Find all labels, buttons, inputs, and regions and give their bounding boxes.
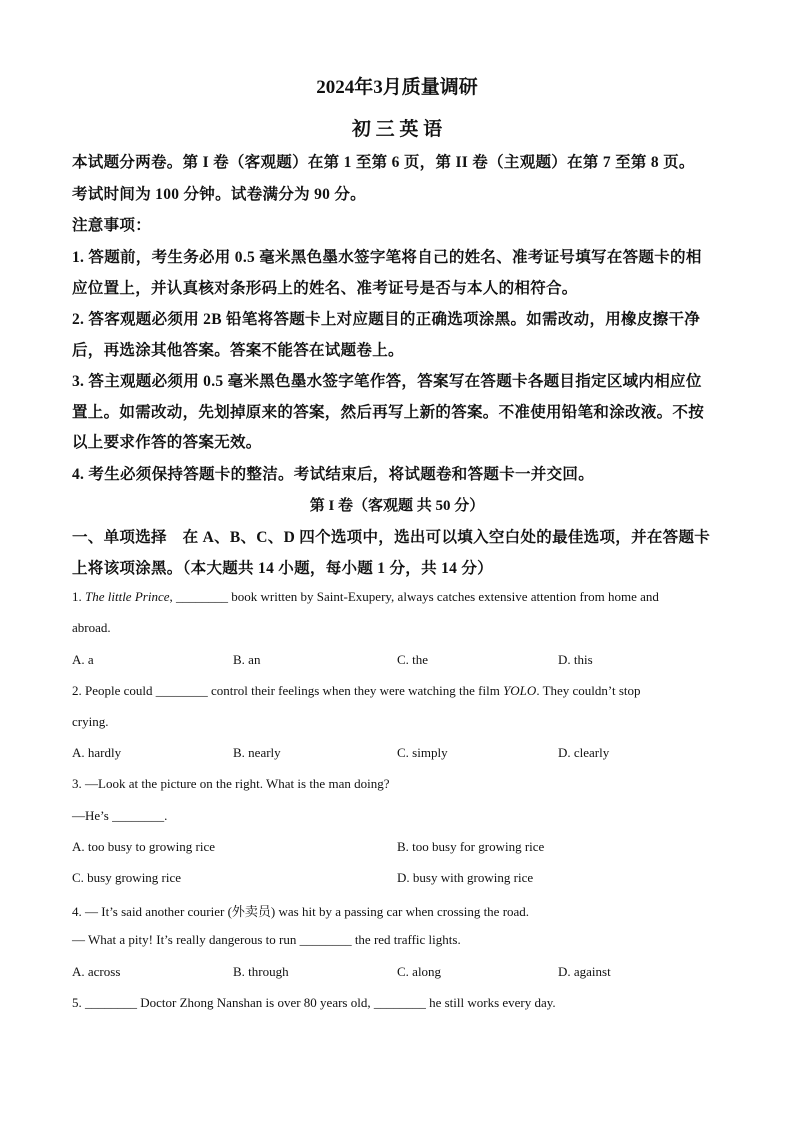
option-a: A. too busy to growing rice: [72, 839, 215, 854]
option-c: C. along: [397, 964, 442, 979]
intro-line: 本试题分两卷。第 I 卷（客观题）在第 1 至第 6 页，第 II 卷（主观题）在第 7 至第 8 页。: [72, 154, 695, 171]
option-b: B. nearly: [233, 745, 281, 760]
question-text: 2. People could ________ control their feelings when they were watching the film: [72, 683, 504, 698]
option-b: B. an: [233, 652, 261, 667]
option-a: A. hardly: [72, 745, 122, 760]
notice-item: 4. 考生必须保持答题卡的整洁。考试结束后，将试题卷和答题卡一并交回。: [72, 466, 595, 483]
intro-line: 考试时间为 100 分钟。试卷满分为 90 分。: [72, 186, 366, 203]
question-3-reply: —He’s ________.: [72, 808, 168, 823]
option-d: D. clearly: [558, 745, 610, 760]
page-title: 2024年3月质量调研: [316, 77, 478, 98]
question-text: . They couldn’t stop: [536, 683, 641, 698]
question-3: 3. —Look at the picture on the right. What is the man doing?: [72, 776, 390, 791]
question-5: 5. ________ Doctor Zhong Nanshan is over 80 years old, ________ he still works every day.: [72, 995, 556, 1010]
notice-heading: 注意事项：: [72, 217, 152, 234]
option-c: C. simply: [397, 745, 448, 760]
notice-item: 置上。如需改动，先划掉原来的答案，然后再写上新的答案。不准使用铅笔和涂改液。不按: [72, 404, 705, 421]
question-2: [72, 683, 641, 699]
option-b: B. too busy for growing rice: [397, 839, 545, 854]
option-b: B. through: [233, 964, 289, 979]
section-title: 第 I 卷（客观题 共 50 分）: [309, 498, 485, 514]
option-d: D. this: [558, 652, 593, 667]
option-d: D. against: [558, 964, 611, 979]
page-subtitle: 初 三 英 语: [351, 119, 443, 140]
question-1-cont: abroad.: [72, 620, 111, 635]
option-c: C. busy growing rice: [72, 870, 182, 885]
film-title: YOLO: [503, 683, 537, 698]
question-4-reply: — What a pity! It’s really dangerous to run ________ the red traffic lights.: [72, 932, 461, 947]
option-d: D. busy with growing rice: [397, 870, 534, 885]
question-2-cont: crying.: [72, 714, 109, 729]
question-1: [72, 589, 659, 605]
notice-item: 以上要求作答的答案无效。: [72, 434, 262, 451]
question-4: 4. — It’s said another courier (外卖员) was hit by a passing car when crossing the road.: [72, 904, 530, 919]
notice-item: 应位置上，并认真核对条形码上的姓名、准考证号是否与本人的相符合。: [72, 280, 578, 297]
notice-item: 2. 答客观题必须用 2B 铅笔将答题卡上对应题目的正确选项涂黑。如需改动，用橡皮擦干净: [72, 311, 701, 328]
section-instructions: 一、单项选择 在 A、B、C、D 四个选项中，选出可以填入空白处的最佳选项，并在答题卡: [72, 529, 711, 546]
notice-item: 3. 答主观题必须用 0.5 毫米黑色墨水签字笔作答，答案写在答题卡各题目指定区域内相应位: [72, 373, 702, 390]
section-instructions: 上将该项涂黑。（本大题共 14 小题，每小题 1 分，共 14 分）: [72, 560, 493, 577]
option-a: A. a: [72, 652, 94, 667]
book-title: The little Prince: [85, 589, 170, 604]
question-number: 1.: [72, 589, 82, 604]
option-c: C. the: [397, 652, 429, 667]
option-a: A. across: [72, 964, 121, 979]
notice-item: 1. 答题前，考生务必用 0.5 毫米黑色墨水签字笔将自己的姓名、准考证号填写在答题卡的相: [72, 249, 702, 266]
question-text: , ________ book written by Saint-Exupery, always catches extensive attention from home and: [169, 589, 659, 604]
notice-item: 后，再选涂其他答案。答案不能答在试题卷上。: [72, 342, 404, 359]
